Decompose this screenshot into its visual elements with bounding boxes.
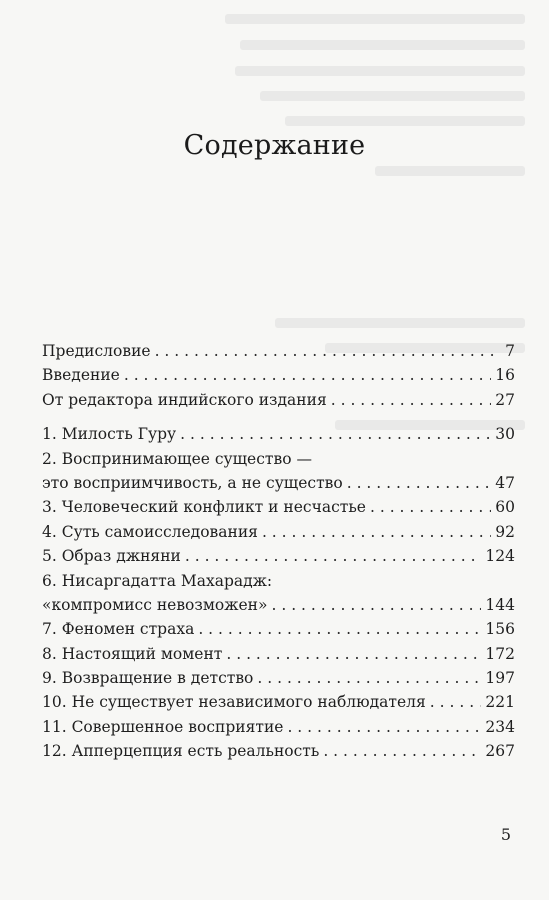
toc-entry-chapter-12 [42,739,515,763]
toc-entry-chapter-3 [42,495,515,519]
toc-entry-page: 7 [505,342,515,360]
toc-entry-chapter-2 [42,471,515,495]
toc-entry-page: 197 [485,669,515,688]
toc-entry-title-continued: «компромисс невозможен» [42,595,268,614]
dot-leader [226,642,481,666]
toc-entry-page: 234 [485,717,515,736]
toc-entry-chapter-4 [42,520,515,544]
toc-entry-page: 30 [495,425,515,444]
toc-entry-chapter-2-first-line [42,447,515,471]
dot-leader [331,388,492,412]
toc-entry-title: От редактора индийского издания [42,390,327,409]
toc-entry-chapter-5 [42,544,515,568]
toc-entry-page: 60 [495,498,515,517]
toc-entry-page: 144 [485,595,515,614]
toc-entry-title: 11. Совершенное восприятие [42,717,284,736]
toc-entry-chapter-9 [42,666,515,690]
toc-entry-title: 3. Человеческий конфликт и несчастье [42,498,366,517]
dot-leader [430,690,482,714]
toc-entry-preface [42,339,515,363]
toc-entry-introduction [42,363,515,387]
toc-entry-title: 1. Милость Гуру [42,425,177,444]
toc-entry-editor-note [42,388,515,412]
toc-entry-title: 2. Воспринимающее существо — [42,449,312,468]
toc-entry-title: 8. Настоящий момент [42,644,223,663]
dot-leader [257,666,481,690]
toc-entry-title-continued: это восприимчивость, а не существо [42,473,343,492]
dot-leader [287,715,481,739]
toc-entry-chapter-7 [42,617,515,641]
toc-entry-chapter-6 [42,593,515,617]
dot-leader [271,593,481,617]
toc-entry-page: 172 [485,644,515,663]
toc-entry-title: 5. Образ джняни [42,547,181,566]
toc-entry-chapter-6-first-line [42,569,515,593]
toc-entry-page: 221 [485,693,515,712]
dot-leader [155,339,502,363]
toc-entry-page: 16 [495,366,515,385]
toc-entry-chapter-1 [42,422,515,446]
toc-entry-page: 27 [495,390,515,409]
toc-entry-title: 6. Нисаргадатта Махарадж: [42,571,273,590]
toc-entry-title: 9. Возвращение в детство [42,669,254,688]
toc-entry-page: 47 [495,473,515,492]
page-number: 5 [500,825,511,844]
dot-leader [198,617,481,641]
dot-leader [370,495,491,519]
toc-entry-title: 4. Суть самоисследования [42,522,258,541]
toc-entry-chapter-11 [42,715,515,739]
toc-entry-page: 156 [485,620,515,639]
toc-entry-title: 10. Не существует независимого наблюдателя [42,693,426,712]
toc-entry-title: Предисловие [42,342,151,360]
toc-entry-page: 124 [485,547,515,566]
dot-leader [262,520,491,544]
page-title: Содержание [183,130,366,161]
dot-leader [124,363,491,387]
dot-leader [323,739,481,763]
toc-entry-page: 267 [485,742,515,761]
toc-entry-title: 12. Апперцепция есть реальность [42,742,320,761]
table-of-contents [42,339,515,764]
dot-leader [185,544,482,568]
toc-entry-page: 92 [495,522,515,541]
toc-entry-chapter-8 [42,642,515,666]
dot-leader [347,471,492,495]
dot-leader [180,422,491,446]
toc-entry-chapter-10 [42,690,515,714]
toc-entry-title: 7. Феномен страха [42,620,195,639]
toc-entry-title: Введение [42,366,120,385]
